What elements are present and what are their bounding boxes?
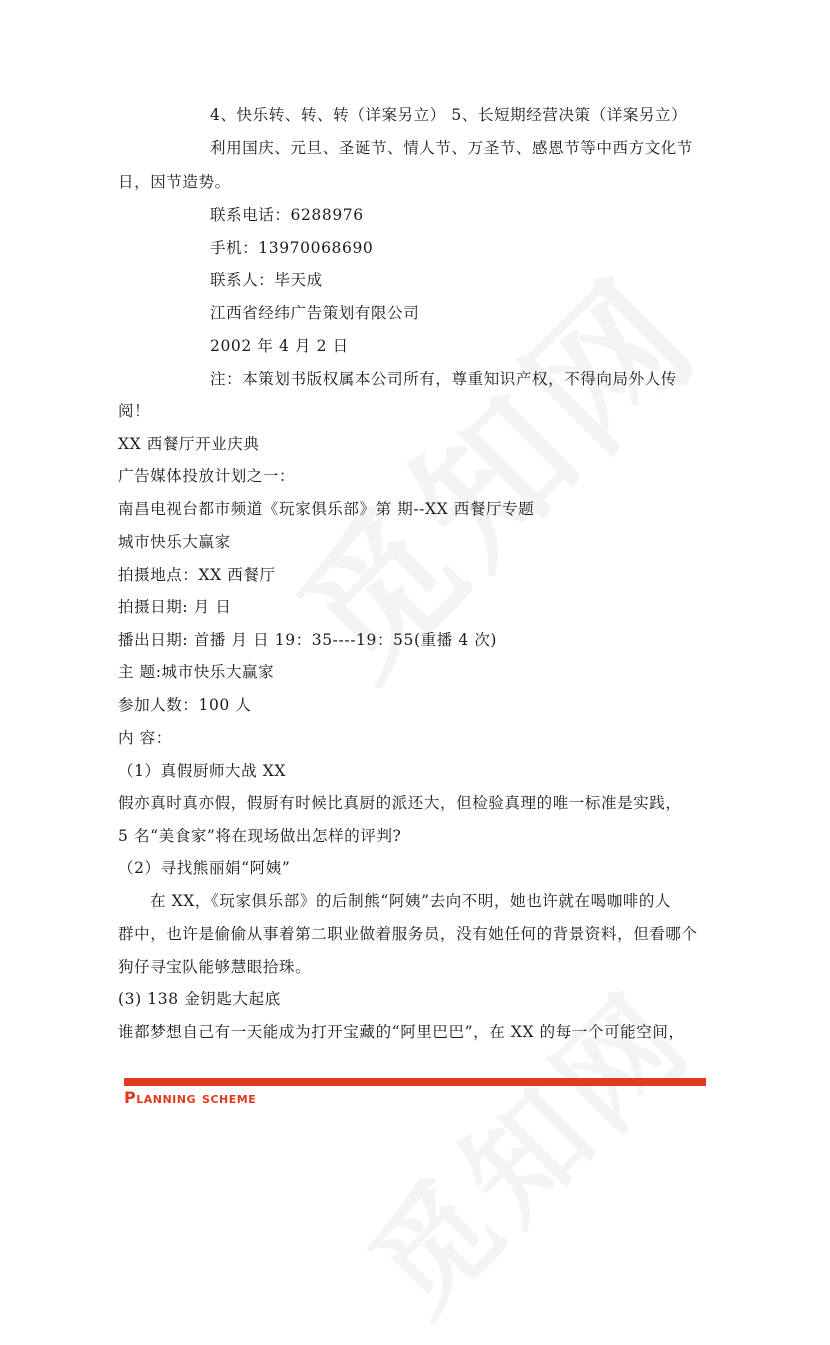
watermark-lower	[326, 947, 723, 1344]
footer-label: Planning scheme	[124, 1088, 257, 1107]
text-line: 手机：13970068690	[210, 239, 374, 257]
text-line: 利用国庆、元旦、圣诞节、情人节、万圣节、感恩节等中西方文化节	[210, 139, 694, 157]
text-line: 谁都梦想自己有一天能成为打开宝藏的“阿里巴巴”，在 XX 的每一个可能空间，	[118, 1023, 685, 1041]
text-line: 南昌电视台都市频道《玩家俱乐部》第 期--XX 西餐厅专题	[118, 500, 535, 518]
text-line: 主 题:城市快乐大赢家	[118, 663, 275, 681]
text-line: 假亦真时真亦假，假厨有时候比真厨的派还大，但检验真理的唯一标准是实践，	[118, 794, 682, 812]
text-line: 城市快乐大赢家	[118, 533, 231, 551]
text-line: 狗仔寻宝队能够慧眼拾珠。	[118, 958, 312, 976]
text-line: 群中，也许是偷偷从事着第二职业做着服务员，没有她任何的背景资料，但看哪个	[118, 925, 698, 943]
text-line: 阅！	[118, 402, 151, 420]
text-line: 5 名“美食家”将在现场做出怎样的评判?	[118, 827, 402, 845]
text-line: 联系人：毕天成	[210, 271, 323, 289]
text-line: 参加人数：100 人	[118, 696, 252, 714]
footer-accent-bar	[124, 1078, 706, 1086]
text-line: 4、快乐转、转、转（详案另立） 5、长短期经营决策（详案另立）	[210, 106, 688, 124]
text-line: 注：本策划书版权属本公司所有，尊重知识产权，不得向局外人传	[210, 370, 677, 388]
text-line: 2002 年 4 月 2 日	[210, 337, 349, 355]
text-line: 拍摄地点：XX 西餐厅	[118, 566, 276, 584]
text-line: 联系电话：6288976	[210, 206, 364, 224]
text-line: （2）寻找熊丽娟“阿姨”	[118, 859, 291, 877]
text-line: 拍摄日期: 月 日	[118, 598, 232, 616]
text-line: XX 西餐厅开业庆典	[118, 435, 260, 453]
text-line: （1）真假厨师大战 XX	[118, 762, 287, 780]
text-line: 在 XX，《玩家俱乐部》的后制熊“阿姨”去向不明，她也许就在喝咖啡的人	[150, 892, 672, 910]
text-line: 日，因节造势。	[118, 173, 231, 191]
text-line: 江西省经纬广告策划有限公司	[210, 304, 420, 322]
text-line: 内 容：	[118, 729, 172, 747]
text-line: (3) 138 金钥匙大起底	[118, 990, 281, 1008]
text-line: 广告媒体投放计划之一：	[118, 467, 296, 485]
text-line: 播出日期: 首播 月 日 19：35----19：55(重播 4 次)	[118, 631, 498, 649]
